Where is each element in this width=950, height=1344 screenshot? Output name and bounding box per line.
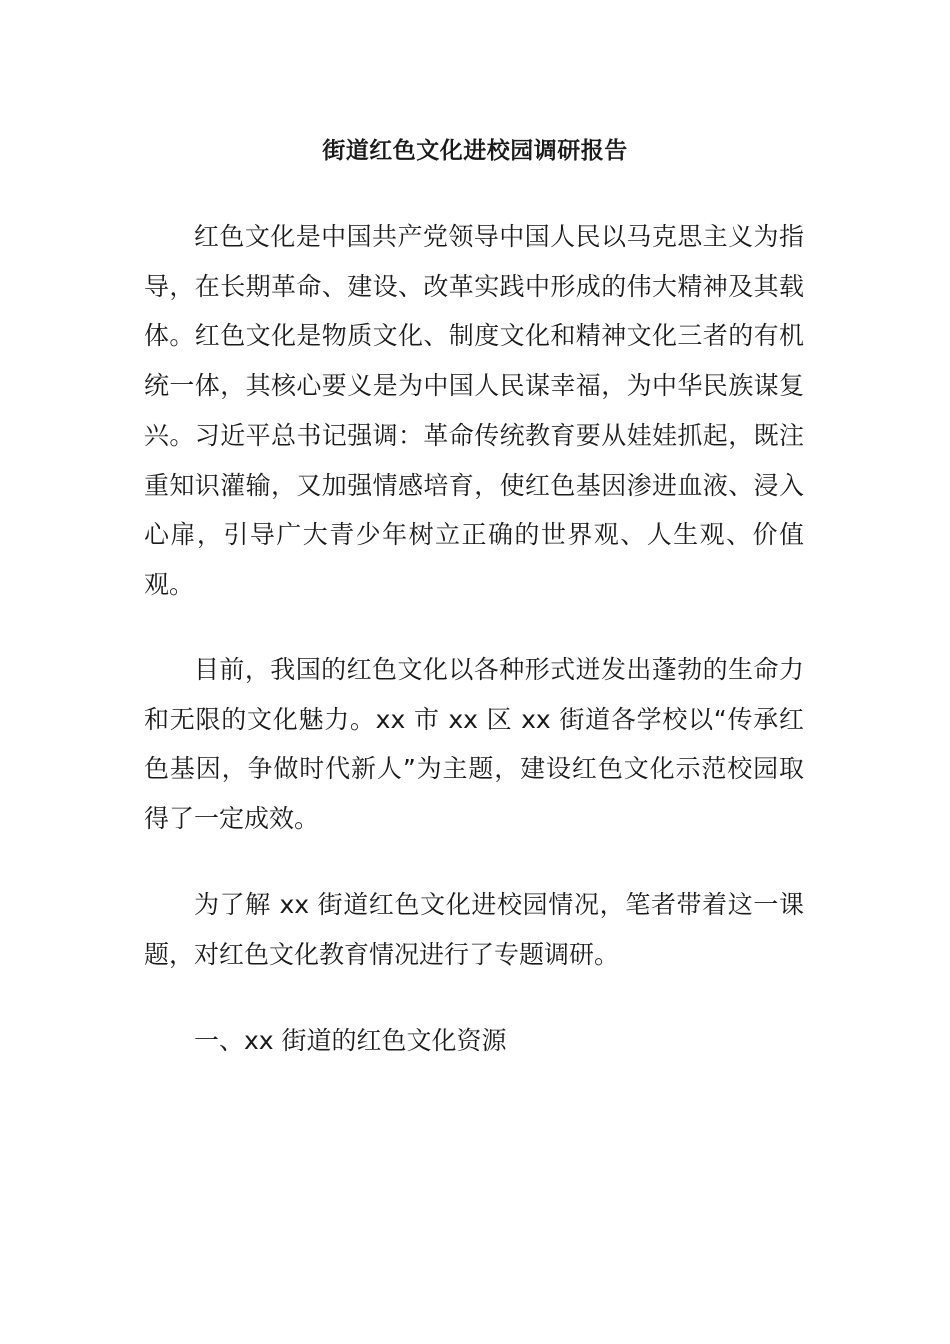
paragraph-current-status: 目前，我国的红色文化以各种形式迸发出蓬勃的生命力和无限的文化魅力。xx 市 xx 区 xx 街道各学校以“传承红色基因，争做时代新人”为主题，建设红色文化示范校园取得了一定成效。	[144, 655, 804, 834]
paragraph-red-culture-definition: 红色文化是中国共产党领导中国人民以马克思主义为指导，在长期革命、建设、改革实践中形成的伟大精神及其载体。红色文化是物质文化、制度文化和精神文化三者的有机统一体，其核心要义是为中国人民谋幸福，为中华民族谋复兴。习近平总书记强调：革命传统教育要从娃娃抓起，既注重知识灌输，又加强情感培育，使红色基因渗进血液、浸入心扉，引导广大青少年树立正确的世界观、人生观、价值观。	[144, 222, 804, 599]
paragraph-research-purpose: 为了解 xx 街道红色文化进校园情况，笔者带着这一课题，对红色文化教育情况进行了专题调研。	[144, 890, 804, 969]
document-title: 街道红色文化进校园调研报告	[322, 138, 628, 164]
section-heading-1: 一、xx 街道的红色文化资源	[194, 1026, 507, 1055]
